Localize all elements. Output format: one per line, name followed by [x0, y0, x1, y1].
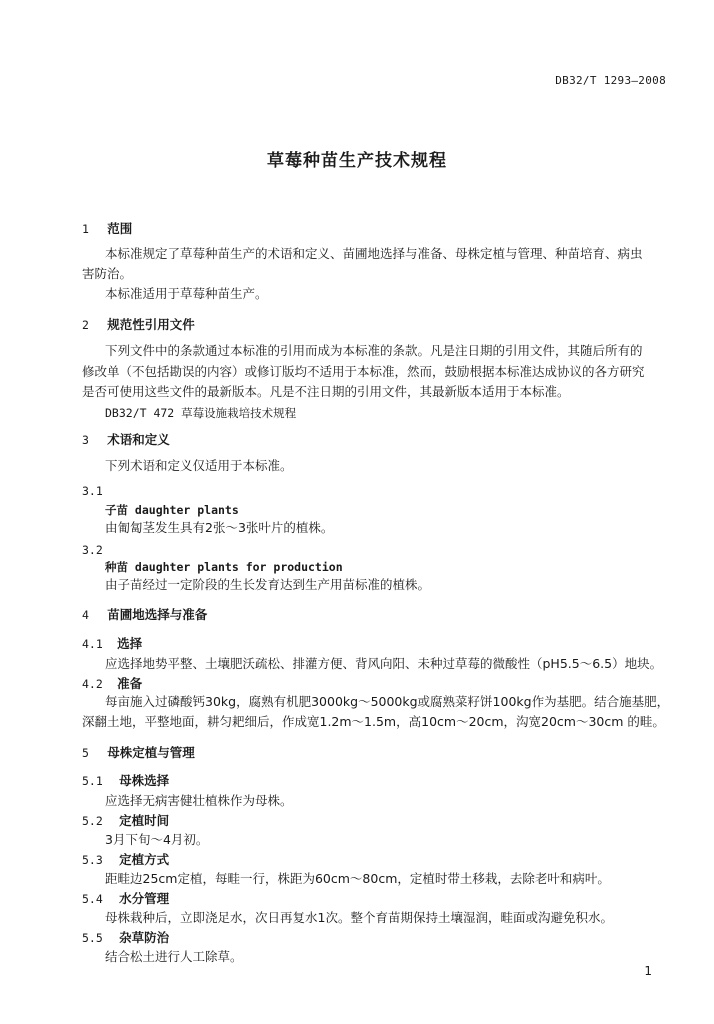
subsection-5-1-heading [82, 773, 169, 789]
section-5-title: 母株定植与管理 [107, 745, 195, 760]
subsection-5-2-title: 定植时间 [119, 813, 170, 828]
subsection-5-2-heading [82, 813, 169, 829]
section-2-title: 规范性引用文件 [107, 317, 195, 332]
subsection-5-3-title: 定植方式 [119, 852, 170, 867]
document-number: DB32/T 1293—2008 [555, 74, 666, 87]
section-3-number: 3 [82, 433, 89, 447]
subsection-4-2-heading [82, 676, 142, 692]
s5-3-text: 距畦边25cm定植，每畦一行，株距为60cm～80cm，定植时带土移栽，去除老叶和病叶。 [105, 871, 610, 886]
subsection-4-2-title: 准备 [117, 676, 143, 691]
s2-paragraph-1b: 修改单（不包括勘误的内容）或修订版均不适用于本标准，然而，鼓励根据本标准达成协议的各方研究 [82, 364, 645, 379]
subsection-5-1-number: 5.1 [82, 774, 103, 788]
subsection-5-3-heading [82, 852, 169, 868]
section-1-heading [82, 221, 132, 237]
subsection-5-4-title: 水分管理 [119, 891, 170, 906]
subsection-4-1-title: 选择 [117, 636, 143, 651]
term-3-1-number: 3.1 [82, 484, 103, 498]
s4-2-text-a: 每亩施入过磷酸钙30kg，腐熟有机肥3000kg～5000kg或腐熟菜籽饼100kg作为基肥。结合施基肥， [105, 694, 670, 709]
term-3-2-definition: 由子苗经过一定阶段的生长发育达到生产用苗标准的植株。 [105, 577, 431, 592]
section-2-number: 2 [82, 318, 89, 332]
subsection-4-1-heading [82, 636, 142, 652]
term-3-2: 种苗 daughter plants for production [105, 560, 343, 574]
s2-paragraph-1a: 下列文件中的条款通过本标准的引用而成为本标准的条款。凡是注日期的引用文件，其随后所有的 [105, 343, 643, 358]
subsection-5-5-title: 杂草防治 [119, 930, 170, 945]
section-4-number: 4 [82, 608, 89, 622]
subsection-5-5-number: 5.5 [82, 931, 103, 945]
s4-1-text: 应选择地势平整、土壤肥沃疏松、排灌方便、背风向阳、未种过草莓的微酸性（pH5.5～6.5）地块。 [105, 656, 663, 671]
s5-4-text: 母株栽种后，立即浇足水，次日再复水1次。整个育苗期保持土壤湿润，畦面或沟避免积水。 [105, 910, 613, 925]
subsection-5-4-heading [82, 891, 169, 907]
section-4-heading [82, 607, 207, 623]
s5-1-text: 应选择无病害健壮植株作为母株。 [105, 793, 293, 808]
section-1-number: 1 [82, 222, 89, 236]
s2-paragraph-1c: 是否可使用这些文件的最新版本。凡是不注日期的引用文件，其最新版本适用于本标准。 [82, 384, 570, 399]
subsection-5-5-heading [82, 930, 169, 946]
subsection-4-2-number: 4.2 [82, 677, 103, 691]
page-number: 1 [644, 964, 652, 978]
subsection-5-4-number: 5.4 [82, 892, 103, 906]
section-5-heading [82, 745, 195, 761]
s3-intro: 下列术语和定义仅适用于本标准。 [105, 458, 293, 473]
s4-2-text-b: 深翻土地，平整地面，耕匀耙细后，作成宽1.2m～1.5m，高10cm～20cm，沟宽20cm～30cm 的畦。 [82, 714, 665, 729]
section-5-number: 5 [82, 746, 89, 760]
subsection-5-3-number: 5.3 [82, 853, 103, 867]
subsection-5-1-title: 母株选择 [119, 773, 170, 788]
page-title: 草莓种苗生产技术规程 [267, 151, 447, 171]
section-1-title: 范围 [107, 221, 133, 236]
section-3-title: 术语和定义 [107, 432, 170, 447]
s1-paragraph-1a: 本标准规定了草莓种苗生产的术语和定义、苗圃地选择与准备、母株定植与管理、种苗培育、病虫 [105, 246, 643, 261]
term-3-2-number: 3.2 [82, 543, 103, 557]
subsection-4-1-number: 4.1 [82, 637, 103, 651]
s1-paragraph-2: 本标准适用于草莓种苗生产。 [105, 286, 268, 301]
section-3-heading [82, 432, 170, 448]
subsection-5-2-number: 5.2 [82, 814, 103, 828]
s5-5-text: 结合松土进行人工除草。 [105, 949, 243, 964]
term-3-1: 子苗 daughter plants [105, 503, 239, 517]
s1-paragraph-1b: 害防治。 [82, 266, 133, 281]
term-3-1-definition: 由匍匐茎发生具有2张～3张叶片的植株。 [105, 520, 334, 535]
section-4-title: 苗圃地选择与准备 [107, 607, 208, 622]
normative-reference: DB32/T 472 草莓设施栽培技术规程 [105, 406, 297, 420]
section-2-heading [82, 317, 195, 333]
s5-2-text: 3月下旬～4月初。 [105, 832, 209, 847]
